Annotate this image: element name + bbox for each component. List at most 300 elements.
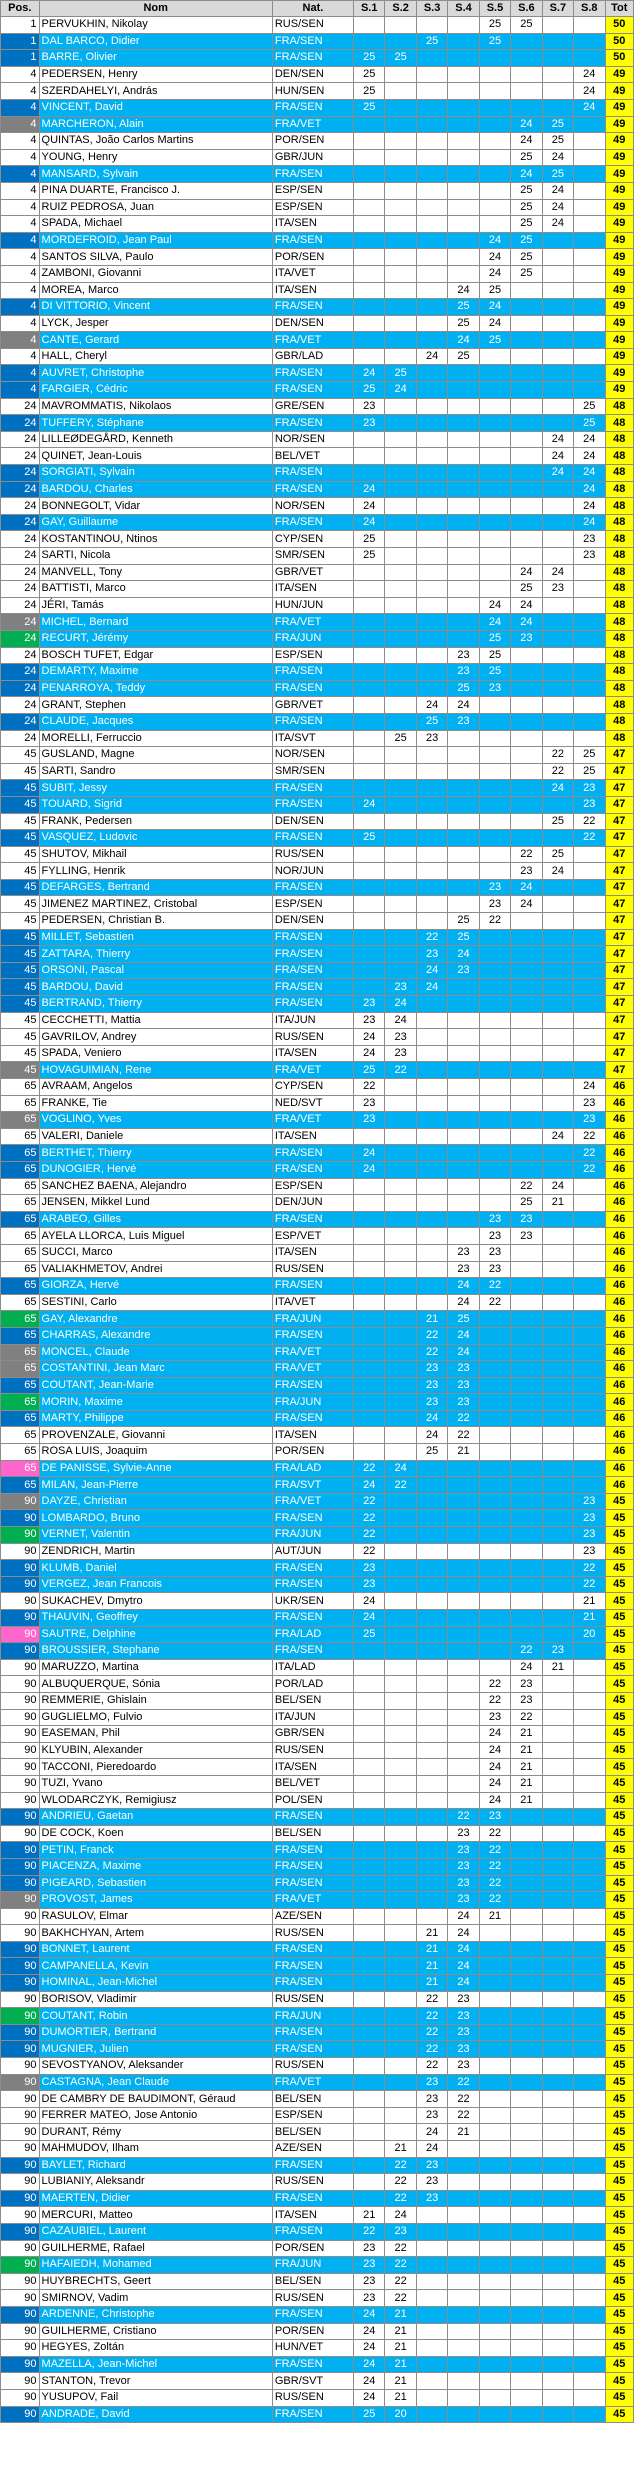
stage-5-score: [479, 929, 510, 946]
nationality-category: FRA/SEN: [272, 1145, 353, 1162]
nationality-category: HUN/SEN: [272, 83, 353, 100]
table-row: [1, 1095, 634, 1112]
fencer-name: HUYBRECHTS, Geert: [39, 2273, 272, 2290]
stage-8-score: [574, 2340, 605, 2357]
stage-4-score: [448, 597, 479, 614]
stage-2-score: 24: [385, 2207, 416, 2224]
stage-1-score: [354, 1294, 385, 1311]
stage-4-score: [448, 1161, 479, 1178]
stage-2-score: [385, 415, 416, 432]
stage-2-score: 24: [385, 996, 416, 1013]
total-score: 50: [605, 17, 634, 34]
table-row: [1, 1775, 634, 1792]
nationality-category: FRA/SEN: [272, 680, 353, 697]
rank-cell: 90: [1, 2323, 40, 2340]
rank-cell: 65: [1, 1244, 40, 1261]
stage-7-score: [542, 1477, 573, 1494]
stage-1-score: [354, 182, 385, 199]
table-row: [1, 763, 634, 780]
stage-7-score: [542, 1560, 573, 1577]
stage-1-score: [354, 1228, 385, 1245]
stage-4-score: [448, 730, 479, 747]
stage-7-score: [542, 2174, 573, 2191]
stage-8-score: [574, 2389, 605, 2406]
stage-3-score: [416, 1244, 447, 1261]
rank-cell: 45: [1, 846, 40, 863]
nationality-category: ITA/JUN: [272, 1709, 353, 1726]
nationality-category: ESP/SEN: [272, 1178, 353, 1195]
stage-2-score: [385, 863, 416, 880]
stage-1-score: [354, 2041, 385, 2058]
total-score: 46: [605, 1311, 634, 1328]
fencer-name: MARTY, Philippe: [39, 1410, 272, 1427]
table-row: [1, 1228, 634, 1245]
rank-cell: 24: [1, 498, 40, 515]
stage-1-score: 25: [354, 1062, 385, 1079]
total-score: 45: [605, 2389, 634, 2406]
stage-8-score: [574, 1294, 605, 1311]
stage-8-score: 22: [574, 1128, 605, 1145]
nationality-category: FRA/SEN: [272, 979, 353, 996]
stage-8-score: [574, 1012, 605, 1029]
stage-1-score: [354, 1128, 385, 1145]
stage-3-score: [416, 830, 447, 847]
stage-1-score: 24: [354, 2356, 385, 2373]
table-row: [1, 1195, 634, 1212]
total-score: 48: [605, 630, 634, 647]
stage-8-score: 23: [574, 1493, 605, 1510]
stage-5-score: [479, 1958, 510, 1975]
stage-4-score: [448, 1726, 479, 1743]
stage-8-score: [574, 2041, 605, 2058]
table-row: [1, 332, 634, 349]
fencer-name: SUBIT, Jessy: [39, 780, 272, 797]
stage-6-score: [511, 66, 542, 83]
stage-5-score: [479, 1062, 510, 1079]
table-row: [1, 2340, 634, 2357]
stage-3-score: [416, 680, 447, 697]
nationality-category: FRA/SEN: [272, 1161, 353, 1178]
stage-3-score: [416, 2389, 447, 2406]
table-row: [1, 1493, 634, 1510]
rank-cell: 90: [1, 2356, 40, 2373]
rank-cell: 65: [1, 1112, 40, 1129]
table-row: [1, 1278, 634, 1295]
stage-5-score: [479, 465, 510, 482]
stage-5-score: 23: [479, 1709, 510, 1726]
table-row: [1, 1178, 634, 1195]
stage-7-score: 21: [542, 1659, 573, 1676]
nationality-category: FRA/LAD: [272, 1460, 353, 1477]
stage-3-score: [416, 2373, 447, 2390]
nationality-category: FRA/VET: [272, 1344, 353, 1361]
stage-2-score: [385, 2041, 416, 2058]
stage-8-score: [574, 1361, 605, 1378]
stage-5-score: 24: [479, 597, 510, 614]
fencer-name: CASTAGNA, Jean Claude: [39, 2074, 272, 2091]
stage-7-score: [542, 2257, 573, 2274]
stage-3-score: 24: [416, 348, 447, 365]
nationality-category: GBR/LAD: [272, 348, 353, 365]
stage-6-score: [511, 1410, 542, 1427]
stage-4-score: [448, 1095, 479, 1112]
nationality-category: FRA/SEN: [272, 879, 353, 896]
total-score: 46: [605, 1344, 634, 1361]
stage-8-score: 20: [574, 1626, 605, 1643]
stage-7-score: [542, 1875, 573, 1892]
stage-3-score: 22: [416, 929, 447, 946]
stage-7-score: [542, 597, 573, 614]
stage-2-score: 22: [385, 2174, 416, 2191]
nationality-category: BEL/SEN: [272, 1692, 353, 1709]
stage-5-score: [479, 365, 510, 382]
fencer-name: DURANT, Rémy: [39, 2124, 272, 2141]
stage-4-score: 24: [448, 1327, 479, 1344]
fencer-name: LOMBARDO, Bruno: [39, 1510, 272, 1527]
stage-3-score: [416, 1726, 447, 1743]
rank-cell: 90: [1, 1809, 40, 1826]
stage-1-score: [354, 1991, 385, 2008]
stage-3-score: [416, 249, 447, 266]
stage-6-score: 24: [511, 116, 542, 133]
stage-5-score: [479, 1311, 510, 1328]
stage-6-score: 21: [511, 1792, 542, 1809]
stage-5-score: [479, 133, 510, 150]
total-score: 47: [605, 896, 634, 913]
stage-3-score: [416, 581, 447, 598]
stage-1-score: [354, 1244, 385, 1261]
stage-3-score: [416, 747, 447, 764]
header-s6: S.6: [511, 1, 542, 17]
nationality-category: FRA/SEN: [272, 166, 353, 183]
stage-5-score: [479, 50, 510, 67]
rank-cell: 65: [1, 1444, 40, 1461]
fencer-name: MORELLI, Ferruccio: [39, 730, 272, 747]
nationality-category: FRA/VET: [272, 1112, 353, 1129]
table-row: [1, 1941, 634, 1958]
stage-7-score: [542, 1145, 573, 1162]
stage-1-score: [354, 1709, 385, 1726]
stage-1-score: [354, 149, 385, 166]
stage-8-score: [574, 2091, 605, 2108]
stage-2-score: 23: [385, 1029, 416, 1046]
fencer-name: BAKHCHYAN, Artem: [39, 1925, 272, 1942]
stage-1-score: [354, 1676, 385, 1693]
stage-2-score: [385, 1958, 416, 1975]
stage-8-score: [574, 149, 605, 166]
stage-7-score: [542, 1941, 573, 1958]
stage-2-score: [385, 1327, 416, 1344]
stage-8-score: [574, 946, 605, 963]
total-score: 47: [605, 1012, 634, 1029]
stage-2-score: [385, 548, 416, 565]
rank-cell: 90: [1, 1527, 40, 1544]
stage-4-score: 23: [448, 1361, 479, 1378]
stage-7-score: 22: [542, 747, 573, 764]
stage-6-score: [511, 2306, 542, 2323]
stage-7-score: [542, 1012, 573, 1029]
stage-2-score: [385, 1095, 416, 1112]
stage-5-score: 22: [479, 1294, 510, 1311]
stage-7-score: [542, 1825, 573, 1842]
stage-6-score: [511, 1062, 542, 1079]
stage-2-score: [385, 315, 416, 332]
stage-5-score: [479, 448, 510, 465]
stage-2-score: [385, 1294, 416, 1311]
nationality-category: BEL/SEN: [272, 1825, 353, 1842]
stage-8-score: 21: [574, 1610, 605, 1627]
stage-5-score: [479, 1560, 510, 1577]
stage-6-score: [511, 548, 542, 565]
total-score: 45: [605, 1825, 634, 1842]
stage-4-score: 23: [448, 2058, 479, 2075]
stage-2-score: [385, 1377, 416, 1394]
stage-1-score: 23: [354, 1095, 385, 1112]
stage-1-score: 24: [354, 514, 385, 531]
stage-3-score: [416, 2207, 447, 2224]
stage-5-score: [479, 1029, 510, 1046]
stage-7-score: [542, 1244, 573, 1261]
table-row: [1, 548, 634, 565]
nationality-category: ITA/JUN: [272, 1012, 353, 1029]
stage-6-score: [511, 1344, 542, 1361]
stage-6-score: [511, 348, 542, 365]
fencer-name: DEMARTY, Maxime: [39, 664, 272, 681]
stage-2-score: [385, 1742, 416, 1759]
stage-4-score: 23: [448, 1377, 479, 1394]
stage-5-score: [479, 1195, 510, 1212]
rank-cell: 4: [1, 232, 40, 249]
stage-6-score: [511, 2373, 542, 2390]
total-score: 48: [605, 415, 634, 432]
stage-4-score: [448, 1477, 479, 1494]
rank-cell: 90: [1, 1958, 40, 1975]
stage-7-score: [542, 1958, 573, 1975]
table-row: [1, 1759, 634, 1776]
stage-4-score: [448, 2306, 479, 2323]
stage-5-score: 25: [479, 332, 510, 349]
stage-8-score: [574, 664, 605, 681]
total-score: 46: [605, 1278, 634, 1295]
stage-6-score: [511, 2091, 542, 2108]
nationality-category: NOR/SEN: [272, 498, 353, 515]
stage-2-score: [385, 1692, 416, 1709]
stage-7-score: [542, 996, 573, 1013]
nationality-category: FRA/JUN: [272, 2257, 353, 2274]
total-score: 45: [605, 1493, 634, 1510]
stage-7-score: [542, 17, 573, 34]
stage-6-score: [511, 332, 542, 349]
table-row: [1, 1128, 634, 1145]
table-row: [1, 1211, 634, 1228]
fencer-name: CANTE, Gerard: [39, 332, 272, 349]
stage-5-score: [479, 1593, 510, 1610]
stage-5-score: 25: [479, 647, 510, 664]
stage-3-score: [416, 1029, 447, 1046]
table-row: [1, 398, 634, 415]
header-s2: S.2: [385, 1, 416, 17]
stage-7-score: [542, 664, 573, 681]
stage-2-score: [385, 929, 416, 946]
stage-5-score: 24: [479, 232, 510, 249]
stage-6-score: [511, 929, 542, 946]
stage-4-score: 23: [448, 1842, 479, 1859]
stage-1-score: [354, 946, 385, 963]
stage-5-score: [479, 1410, 510, 1427]
stage-8-score: 22: [574, 830, 605, 847]
stage-6-score: 24: [511, 896, 542, 913]
table-row: [1, 1145, 634, 1162]
stage-3-score: [416, 1543, 447, 1560]
stage-1-score: [354, 614, 385, 631]
rank-cell: 90: [1, 1908, 40, 1925]
stage-7-score: [542, 498, 573, 515]
total-score: 45: [605, 2074, 634, 2091]
stage-6-score: [511, 2223, 542, 2240]
stage-1-score: 25: [354, 382, 385, 399]
stage-1-score: [354, 299, 385, 316]
stage-6-score: [511, 531, 542, 548]
stage-5-score: [479, 2290, 510, 2307]
header-s8: S.8: [574, 1, 605, 17]
stage-4-score: [448, 1195, 479, 1212]
rank-cell: 90: [1, 2257, 40, 2274]
stage-6-score: 22: [511, 1709, 542, 1726]
stage-6-score: [511, 431, 542, 448]
stage-8-score: 22: [574, 1576, 605, 1593]
fencer-name: GRANT, Stephen: [39, 697, 272, 714]
stage-6-score: [511, 382, 542, 399]
stage-6-score: [511, 2323, 542, 2340]
stage-8-score: [574, 713, 605, 730]
stage-5-score: 24: [479, 1775, 510, 1792]
stage-3-score: 23: [416, 946, 447, 963]
stage-7-score: [542, 1444, 573, 1461]
stage-8-score: [574, 2107, 605, 2124]
stage-5-score: [479, 1460, 510, 1477]
table-row: [1, 531, 634, 548]
stage-3-score: [416, 1560, 447, 1577]
stage-8-score: [574, 2207, 605, 2224]
fencer-name: PEDERSEN, Henry: [39, 66, 272, 83]
fencer-name: PROVOST, James: [39, 1892, 272, 1909]
rank-cell: 90: [1, 1692, 40, 1709]
stage-8-score: 23: [574, 780, 605, 797]
stage-3-score: [416, 630, 447, 647]
table-row: [1, 2207, 634, 2224]
stage-4-score: [448, 182, 479, 199]
stage-1-score: 22: [354, 2223, 385, 2240]
stage-4-score: [448, 2340, 479, 2357]
table-row: [1, 2373, 634, 2390]
table-row: [1, 730, 634, 747]
stage-3-score: 24: [416, 1427, 447, 1444]
total-score: 45: [605, 1875, 634, 1892]
stage-1-score: [354, 448, 385, 465]
stage-1-score: [354, 1444, 385, 1461]
stage-2-score: [385, 647, 416, 664]
stage-8-score: [574, 962, 605, 979]
stage-3-score: [416, 846, 447, 863]
fencer-name: FERRER MATEO, Jose Antonio: [39, 2107, 272, 2124]
stage-3-score: [416, 1079, 447, 1096]
stage-8-score: [574, 1892, 605, 1909]
nationality-category: NOR/SEN: [272, 747, 353, 764]
stage-8-score: 21: [574, 1593, 605, 1610]
stage-1-score: [354, 332, 385, 349]
total-score: 45: [605, 2207, 634, 2224]
stage-8-score: 22: [574, 1161, 605, 1178]
stage-3-score: [416, 299, 447, 316]
stage-2-score: 25: [385, 730, 416, 747]
stage-7-score: [542, 1344, 573, 1361]
fencer-name: MERCURI, Matteo: [39, 2207, 272, 2224]
stage-3-score: [416, 896, 447, 913]
stage-6-score: [511, 1377, 542, 1394]
nationality-category: ESP/VET: [272, 1228, 353, 1245]
stage-7-score: [542, 1792, 573, 1809]
fencer-name: COUTANT, Jean-Marie: [39, 1377, 272, 1394]
rank-cell: 65: [1, 1410, 40, 1427]
stage-8-score: 25: [574, 763, 605, 780]
stage-6-score: [511, 1593, 542, 1610]
stage-8-score: [574, 2008, 605, 2025]
stage-6-score: [511, 1875, 542, 1892]
stage-1-score: [354, 929, 385, 946]
stage-4-score: 24: [448, 1925, 479, 1942]
stage-8-score: [574, 1692, 605, 1709]
stage-5-score: 25: [479, 33, 510, 50]
stage-6-score: 25: [511, 232, 542, 249]
nationality-category: FRA/SEN: [272, 1941, 353, 1958]
stage-1-score: [354, 664, 385, 681]
stage-4-score: 23: [448, 647, 479, 664]
table-row: [1, 796, 634, 813]
stage-4-score: [448, 2290, 479, 2307]
stage-2-score: [385, 232, 416, 249]
stage-6-score: [511, 1842, 542, 1859]
stage-5-score: 23: [479, 1244, 510, 1261]
total-score: 45: [605, 1842, 634, 1859]
stage-3-score: [416, 133, 447, 150]
fencer-name: ZENDRICH, Martin: [39, 1543, 272, 1560]
stage-7-score: [542, 2041, 573, 2058]
fencer-name: MONCEL, Claude: [39, 1344, 272, 1361]
stage-1-score: 22: [354, 1543, 385, 1560]
rank-cell: 90: [1, 2074, 40, 2091]
stage-6-score: 24: [511, 564, 542, 581]
table-row: [1, 182, 634, 199]
stage-4-score: 25: [448, 680, 479, 697]
rank-cell: 4: [1, 166, 40, 183]
stage-6-score: [511, 1327, 542, 1344]
table-row: [1, 66, 634, 83]
stage-4-score: [448, 614, 479, 631]
stage-5-score: [479, 2024, 510, 2041]
table-row: [1, 1460, 634, 1477]
stage-3-score: 22: [416, 2041, 447, 2058]
nationality-category: DEN/SEN: [272, 66, 353, 83]
table-row: [1, 929, 634, 946]
table-row: [1, 2323, 634, 2340]
fencer-name: EASEMAN, Phil: [39, 1726, 272, 1743]
stage-3-score: [416, 514, 447, 531]
rank-cell: 24: [1, 481, 40, 498]
stage-7-score: [542, 1726, 573, 1743]
stage-7-score: [542, 830, 573, 847]
stage-8-score: [574, 1344, 605, 1361]
stage-7-score: 24: [542, 465, 573, 482]
